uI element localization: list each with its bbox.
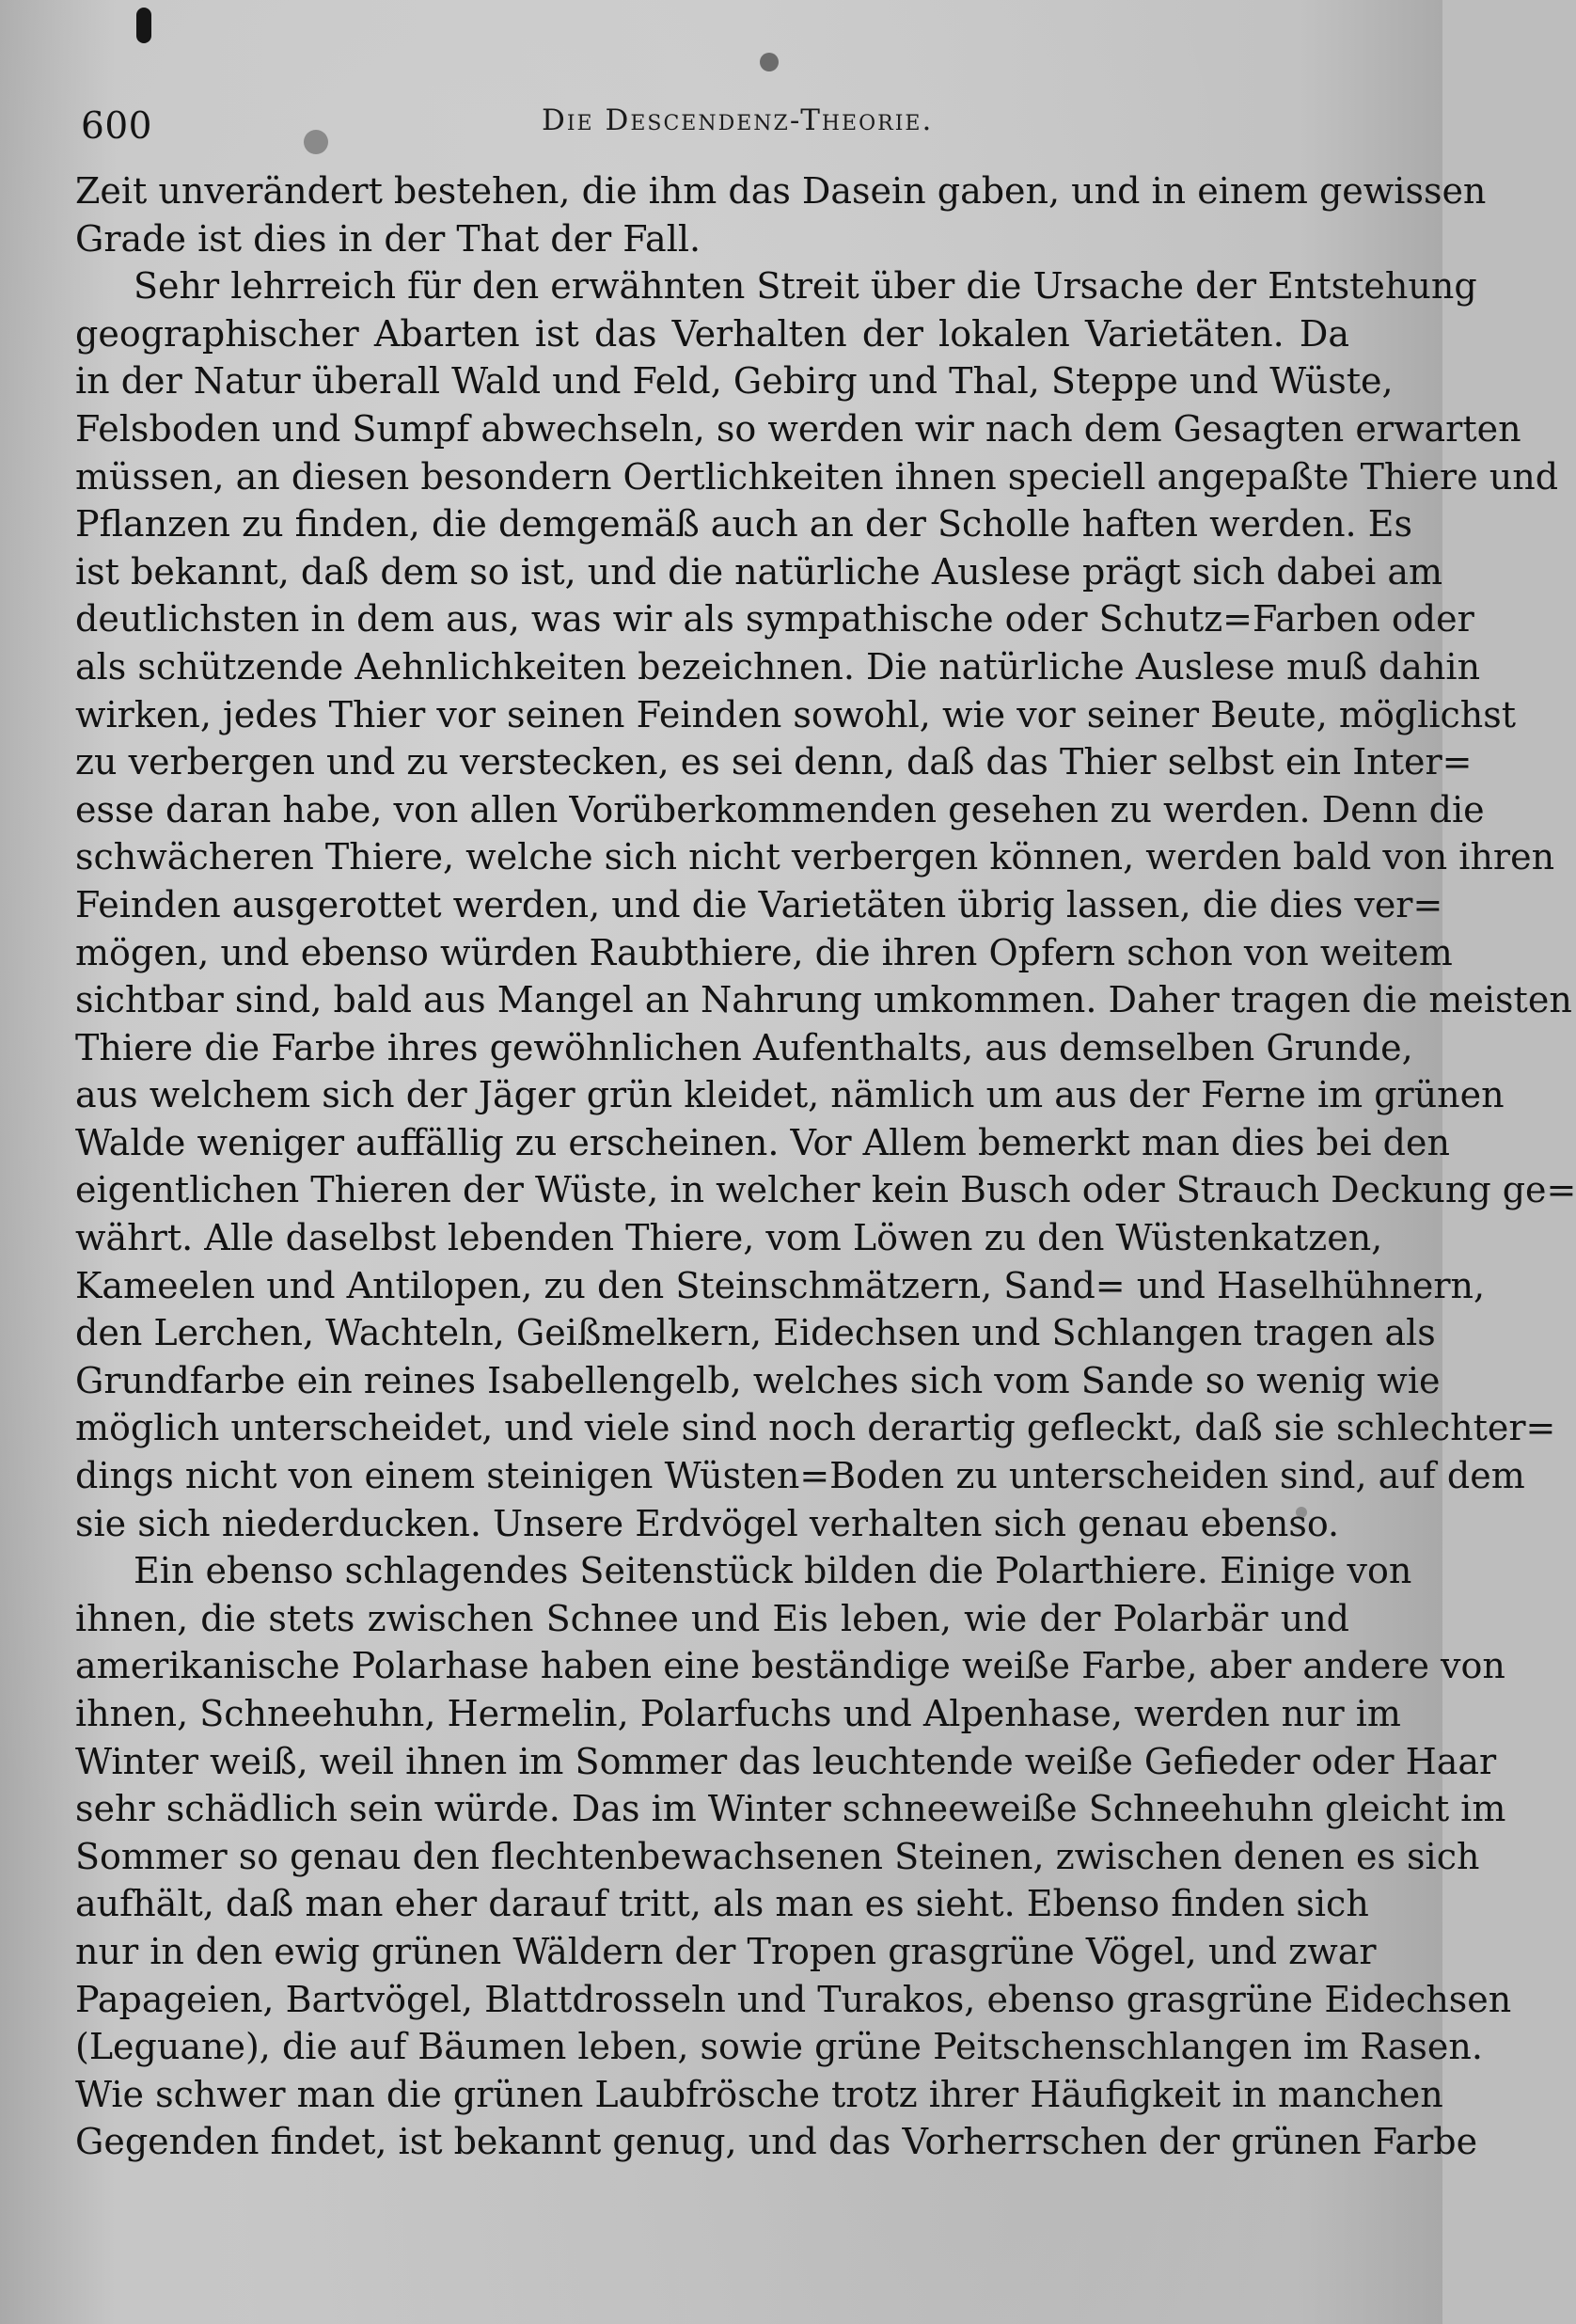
text-line: wirken, jedes Thier vor seinen Feinden sowohl, wie vor seiner Beute, möglichst — [75, 693, 1517, 735]
text-line: möglich unterscheidet, und viele sind noch derartig gefleckt, daß sie schlechter= — [75, 1407, 1556, 1449]
text-line: schwächeren Thiere, welche sich nicht verbergen können, werden bald von ihren — [75, 836, 1555, 878]
ink-spot — [136, 8, 151, 43]
text-line: sichtbar sind, bald aus Mangel an Nahrung umkommen. Daher tragen die meisten — [75, 979, 1572, 1021]
text-line: ist bekannt, daß dem so ist, und die natürliche Auslese prägt sich dabei am — [75, 550, 1443, 593]
text-line: Grundfarbe ein reines Isabellengelb, welches sich vom Sande so wenig wie — [75, 1359, 1441, 1401]
text-line: ihnen, die stets zwischen Schnee und Eis leben, wie der Polarbär und — [75, 1597, 1349, 1639]
text-line: Zeit unverändert bestehen, die ihm das Dasein gaben, und in einem gewissen — [75, 170, 1487, 212]
text-line: Winter weiß, weil ihnen im Sommer das leuchtende weiße Gefieder oder Haar — [75, 1740, 1497, 1782]
ink-spot — [760, 53, 779, 71]
text-line: mögen, und ebenso würden Raubthiere, die ihren Opfern schon von weitem — [75, 931, 1453, 973]
text-line: in der Natur überall Wald und Feld, Gebirg und Thal, Steppe und Wüste, — [75, 360, 1394, 403]
text-line: Feinden ausgerottet werden, und die Varietäten übrig lassen, die dies ver= — [75, 883, 1443, 925]
text-line: aus welchem sich der Jäger grün kleidet, nämlich um aus der Ferne im grünen — [75, 1074, 1505, 1116]
text-line: währt. Alle daselbst lebenden Thiere, vom Löwen zu den Wüstenkatzen, — [75, 1217, 1383, 1259]
text-line: dings nicht von einem steinigen Wüsten=Boden zu unterscheiden sind, auf dem — [75, 1455, 1525, 1497]
text-line: Kameelen und Antilopen, zu den Steinschmätzern, Sand= und Haselhühnern, — [75, 1264, 1486, 1306]
text-line: deutlichsten in dem aus, was wir als sympathische oder Schutz=Farben oder — [75, 598, 1474, 640]
page-number: 600 — [81, 105, 152, 148]
text-line: Papageien, Bartvögel, Blattdrosseln und Turakos, ebenso grasgrüne Eidechsen — [75, 1978, 1512, 2020]
text-line: sehr schädlich sein würde. Das im Winter schneeweiße Schneehuhn gleicht im — [75, 1788, 1506, 1830]
text-line: den Lerchen, Wachteln, Geißmelkern, Eidechsen und Schlangen tragen als — [75, 1312, 1436, 1354]
text-line: Felsboden und Sumpf abwechseln, so werden wir nach dem Gesagten erwarten — [75, 407, 1521, 450]
page-header — [81, 102, 1360, 158]
body-text — [75, 167, 1576, 2166]
text-line: Pflanzen zu finden, die demgemäß auch an der Scholle haften werden. Es — [75, 503, 1412, 545]
text-line: als schützende Aehnlichkeiten bezeichnen. Die natürliche Auslese muß dahin — [75, 645, 1481, 688]
text-line: Ein ebenso schlagendes Seitenstück bilden die Polarthiere. Einige von — [134, 1550, 1412, 1592]
text-line: geographischer Abarten ist das Verhalten der lokalen Varietäten. Da — [75, 312, 1349, 355]
text-line: Gegenden findet, ist bekannt genug, und das Vorherrschen der grünen Farbe — [75, 2121, 1478, 2163]
text-line: eigentlichen Thieren der Wüste, in welcher kein Busch oder Strauch Deckung ge= — [75, 1169, 1576, 1211]
text-line: müssen, an diesen besondern Oertlichkeiten ihnen speciell angepaßte Thiere und — [75, 455, 1559, 498]
text-line: (Leguane), die auf Bäumen leben, sowie grüne Peitschenschlangen im Rasen. — [75, 2026, 1483, 2068]
text-line: zu verbergen und zu verstecken, es sei denn, daß das Thier selbst ein Inter= — [75, 741, 1473, 783]
text-line: nur in den ewig grünen Wäldern der Tropen grasgrüne Vögel, und zwar — [75, 1930, 1377, 1972]
text-line: Sehr lehrreich für den erwähnten Streit über die Ursache der Entstehung — [134, 265, 1477, 308]
text-line: Thiere die Farbe ihres gewöhnlichen Aufenthalts, aus demselben Grunde, — [75, 1026, 1413, 1068]
running-title: Die Descendenz-Theorie. — [542, 103, 934, 137]
text-line: Sommer so genau den flechtenbewachsenen Steinen, zwischen denen es sich — [75, 1835, 1480, 1877]
text-line: sie sich niederducken. Unsere Erdvögel verhalten sich genau ebenso. — [75, 1502, 1340, 1544]
text-line: Grade ist dies in der That der Fall. — [75, 217, 701, 260]
text-line: amerikanische Polarhase haben eine beständige weiße Farbe, aber andere von — [75, 1645, 1505, 1687]
text-line: esse daran habe, von allen Vorüberkommenden gesehen zu werden. Denn die — [75, 788, 1485, 830]
text-line: aufhält, daß man eher darauf tritt, als man es sieht. Ebenso finden sich — [75, 1883, 1369, 1925]
text-line: ihnen, Schneehuhn, Hermelin, Polarfuchs und Alpenhase, werden nur im — [75, 1693, 1401, 1734]
text-line: Wie schwer man die grünen Laubfrösche trotz ihrer Häufigkeit in manchen — [75, 2073, 1443, 2115]
text-line: Walde weniger auffällig zu erscheinen. Vor Allem bemerkt man dies bei den — [75, 1121, 1450, 1163]
